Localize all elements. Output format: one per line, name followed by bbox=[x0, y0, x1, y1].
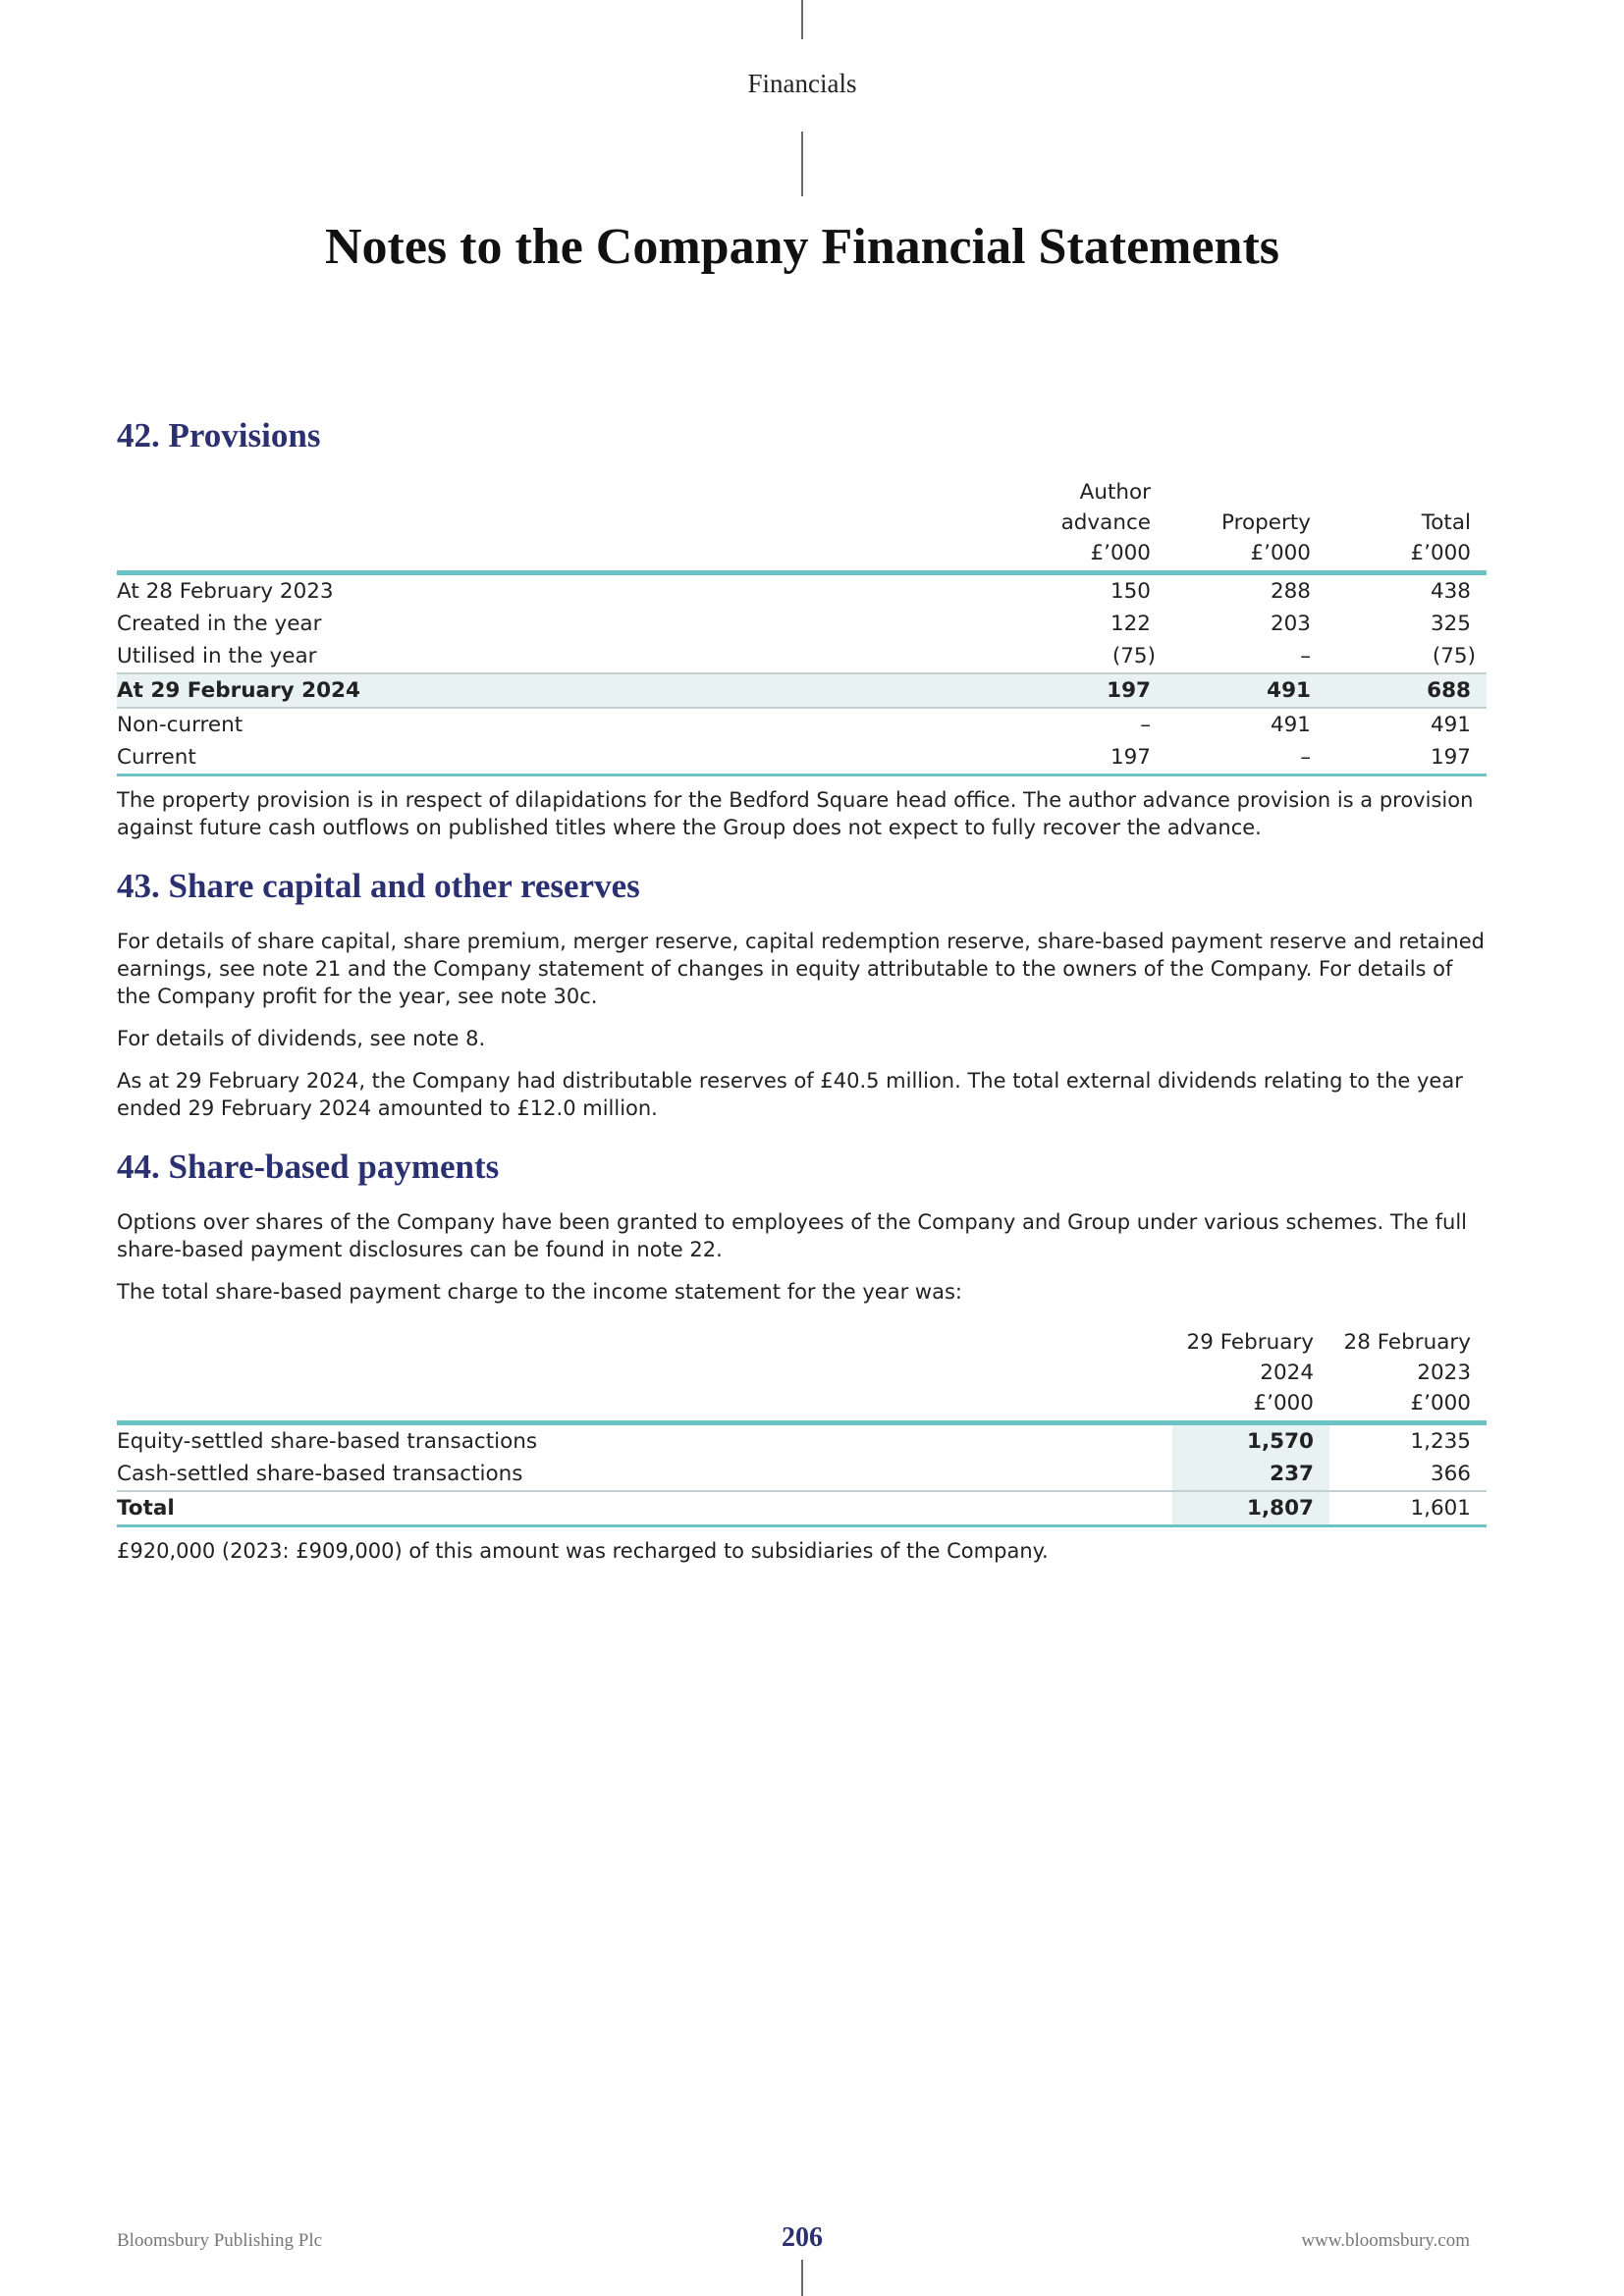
row-label: At 29 February 2024 bbox=[117, 673, 1006, 708]
table-row-highlighted bbox=[117, 673, 1487, 708]
table-row bbox=[117, 573, 1487, 609]
table-cell: 1,807 bbox=[1172, 1491, 1329, 1526]
table-row bbox=[117, 1423, 1487, 1459]
row-label: Equity-settled share-based transactions bbox=[117, 1429, 538, 1454]
provisions-heading: 42. Provisions bbox=[117, 416, 321, 454]
paragraph: For details of dividends, see note 8. bbox=[117, 1027, 486, 1050]
row-label: Total bbox=[117, 1491, 1172, 1526]
provisions-table bbox=[117, 477, 1487, 776]
share-based-note: £920,000 (2023: £909,000) of this amount was recharged to subsidiaries of the Company. bbox=[117, 1539, 1049, 1563]
mid-divider-line bbox=[801, 132, 803, 196]
provisions-note: The property provision is in respect of dilapidations for the Bedford Square head office. The author advance provision is a provision against future cash outflows on published titles where the Group does not expect to fully recover the advance. bbox=[117, 788, 1474, 839]
paragraph: For details of share capital, share premium, merger reserve, capital redemption reserve, share-based payment reserve and retained earnings, see note 21 and the Company statement of changes in equity attributable to the owners of the Company. For details of the Company profit for the year, see note 30c. bbox=[117, 930, 1485, 1008]
table-cell: 491 bbox=[1430, 713, 1471, 737]
bottom-divider-line bbox=[801, 2260, 803, 2296]
table-cell: 197 bbox=[1006, 673, 1166, 708]
table-cell: – bbox=[1300, 644, 1311, 668]
table-cell: – bbox=[1300, 745, 1311, 770]
row-label: Cash-settled share-based transactions bbox=[117, 1462, 523, 1486]
paragraph: As at 29 February 2024, the Company had distributable reserves of £40.5 million. The total external dividends relating to the year ended 29 February 2024 amounted to £12.0 million. bbox=[117, 1069, 1463, 1120]
page-content bbox=[117, 416, 1487, 1579]
column-header-current: 29 February 2024 £’000 bbox=[1186, 1330, 1314, 1415]
row-label: Non-current bbox=[117, 713, 244, 737]
table-row bbox=[117, 741, 1487, 775]
table-row bbox=[117, 708, 1487, 741]
row-label: Utilised in the year bbox=[117, 644, 317, 668]
table-row-total bbox=[117, 1491, 1487, 1526]
footer-company: Bloomsbury Publishing Plc bbox=[117, 2230, 323, 2251]
share-based-table bbox=[117, 1327, 1487, 1527]
table-cell: 325 bbox=[1430, 612, 1471, 636]
table-cell: 197 bbox=[1110, 745, 1151, 770]
paragraph: Options over shares of the Company have been granted to employees of the Company and Group under various schemes. The full share-based payment disclosures can be found in note 22. bbox=[117, 1210, 1467, 1261]
table-row bbox=[117, 640, 1487, 673]
table-cell: 288 bbox=[1270, 579, 1311, 604]
provisions-header-row bbox=[117, 477, 1487, 573]
table-row bbox=[117, 1458, 1487, 1491]
column-header: Property £’000 bbox=[1221, 510, 1311, 565]
table-cell: 1,570 bbox=[1172, 1423, 1329, 1459]
table-cell: 1,235 bbox=[1410, 1429, 1471, 1454]
table-cell: 150 bbox=[1110, 579, 1151, 604]
table-cell: 491 bbox=[1270, 713, 1311, 737]
table-cell: 197 bbox=[1430, 745, 1471, 770]
table-cell: 203 bbox=[1270, 612, 1311, 636]
table-cell: – bbox=[1140, 713, 1151, 737]
section-label: Financials bbox=[747, 69, 857, 98]
column-header-prior: 28 February 2023 £’000 bbox=[1343, 1330, 1471, 1415]
share-based-heading: 44. Share-based payments bbox=[117, 1148, 500, 1186]
paragraph: The total share-based payment charge to the income statement for the year was: bbox=[117, 1280, 962, 1304]
table-cell: 122 bbox=[1110, 612, 1151, 636]
row-label: Created in the year bbox=[117, 612, 322, 636]
table-cell: 438 bbox=[1430, 579, 1471, 604]
column-header: Author advance £’000 bbox=[1060, 480, 1151, 565]
table-cell: 688 bbox=[1326, 673, 1487, 708]
top-divider-line bbox=[801, 0, 803, 39]
table-cell: (75) bbox=[1432, 644, 1476, 668]
table-cell: 366 bbox=[1430, 1462, 1471, 1486]
row-label: At 28 February 2023 bbox=[117, 579, 334, 604]
share-based-header-row bbox=[117, 1327, 1487, 1423]
footer-website: www.bloomsbury.com bbox=[1301, 2230, 1470, 2251]
column-header: Total £’000 bbox=[1410, 510, 1471, 565]
share-capital-heading: 43. Share capital and other reserves bbox=[117, 867, 640, 905]
page-title: Notes to the Company Financial Statements bbox=[324, 219, 1280, 275]
table-cell: 237 bbox=[1172, 1458, 1329, 1491]
table-cell: 491 bbox=[1166, 673, 1326, 708]
row-label: Current bbox=[117, 745, 196, 770]
table-cell: 1,601 bbox=[1329, 1491, 1487, 1526]
page-number: 206 bbox=[782, 2222, 823, 2253]
table-cell: (75) bbox=[1111, 644, 1156, 668]
table-row bbox=[117, 608, 1487, 640]
